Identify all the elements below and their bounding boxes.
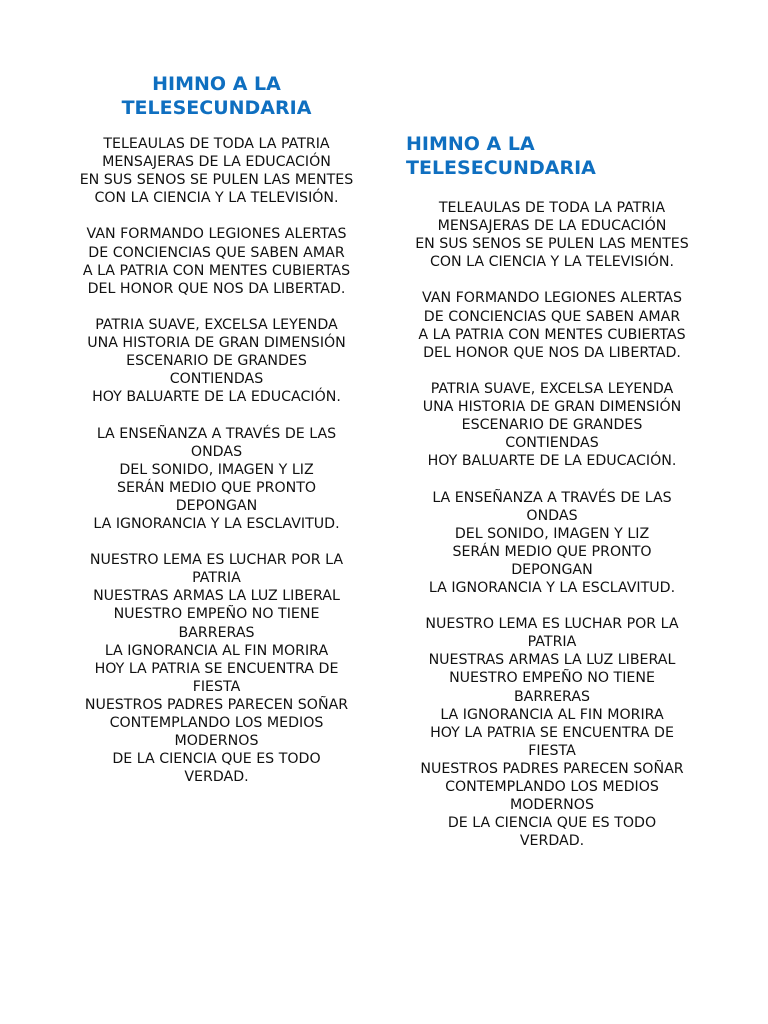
lyric-line: BARRERAS: [513, 688, 591, 705]
lyric-line: LA IGNORANCIA Y LA ESCLAVITUD.: [428, 579, 676, 596]
lyric-line: DE CONCIENCIAS QUE SABEN AMAR: [423, 308, 681, 325]
lyric-line: MENSAJERAS DE LA EDUCACIÓN: [437, 218, 667, 235]
title-line: TELESECUNDARIA: [121, 97, 312, 119]
stanza: [64, 316, 369, 406]
lyric-line: VERDAD.: [184, 769, 249, 786]
lyric-line: PATRIA: [527, 634, 577, 651]
lyric-line: UNA HISTORIA DE GRAN DIMENSIÓN: [422, 399, 682, 416]
lyric-line: LA IGNORANCIA Y LA ESCLAVITUD.: [93, 515, 340, 532]
anthem-title: [401, 132, 703, 180]
anthem-column-left: [64, 72, 369, 804]
lyric-line: LA ENSEÑANZA A TRAVÉS DE LAS: [432, 489, 672, 506]
lyric-line: NUESTRO EMPEÑO NO TIENE: [113, 606, 320, 623]
lyric-line: HOY LA PATRIA SE ENCUENTRA DE: [94, 660, 339, 677]
stanza: [64, 551, 369, 786]
lyric-line: TELEAULAS DE TODA LA PATRIA: [438, 200, 666, 216]
lyric-line: LA ENSEÑANZA A TRAVÉS DE LAS: [96, 425, 337, 442]
anthem-lyrics: [64, 135, 369, 786]
lyric-line: ESCENARIO DE GRANDES: [126, 353, 307, 370]
lyric-line: DEPONGAN: [175, 497, 258, 514]
title-line: TELESECUNDARIA: [406, 157, 596, 179]
lyric-line: LA IGNORANCIA AL FIN MORIRA: [440, 706, 664, 723]
stanza: [401, 289, 703, 361]
lyric-line: VAN FORMANDO LEGIONES ALERTAS: [86, 226, 347, 243]
lyric-line: CONTIENDAS: [505, 435, 599, 452]
lyric-line: DEL SONIDO, IMAGEN Y LIZ: [119, 461, 314, 478]
stanza: [401, 615, 703, 850]
lyric-line: CONTEMPLANDO LOS MEDIOS: [445, 779, 659, 795]
lyric-line: NUESTRO LEMA ES LUCHAR POR LA: [425, 616, 679, 633]
lyric-line: A LA PATRIA CON MENTES CUBIERTAS: [82, 262, 351, 279]
stanza: [64, 225, 369, 297]
stanza: [64, 135, 369, 207]
lyric-line: LA IGNORANCIA AL FIN MORIRA: [104, 642, 329, 659]
lyric-line: NUESTROS PADRES PARECEN SOÑAR: [420, 760, 684, 777]
lyric-line: SERÁN MEDIO QUE PRONTO: [452, 543, 652, 560]
lyric-line: DE LA CIENCIA QUE ES TODO: [447, 815, 657, 832]
stanza: [401, 380, 703, 470]
lyric-line: NUESTRO LEMA ES LUCHAR POR LA: [89, 552, 344, 569]
anthem-title: [64, 72, 369, 120]
lyric-line: NUESTRAS ARMAS LA LUZ LIBERAL: [93, 588, 340, 605]
lyric-line: ESCENARIO DE GRANDES: [461, 417, 643, 434]
lyric-line: CON LA CIENCIA Y LA TELEVISIÓN.: [94, 190, 339, 207]
lyric-line: EN SUS SENOS SE PULEN LAS MENTES: [79, 172, 354, 189]
anthem-column-right: [401, 132, 703, 868]
lyric-line: NUESTRAS ARMAS LA LUZ LIBERAL: [428, 652, 676, 669]
lyric-line: SERÁN MEDIO QUE PRONTO: [116, 479, 317, 496]
lyric-line: DEL HONOR QUE NOS DA LIBERTAD.: [423, 344, 681, 361]
stanza: [64, 425, 369, 534]
lyric-line: HOY BALUARTE DE LA EDUCACIÓN.: [427, 453, 677, 470]
lyric-line: CON LA CIENCIA Y LA TELEVISIÓN.: [429, 254, 675, 271]
lyric-line: ONDAS: [190, 443, 243, 460]
lyric-line: UNA HISTORIA DE GRAN DIMENSIÓN: [87, 335, 346, 352]
lyric-line: DEL HONOR QUE NOS DA LIBERTAD.: [87, 280, 346, 297]
lyric-line: PATRIA SUAVE, EXCELSA LEYENDA: [430, 380, 674, 397]
lyric-line: NUESTROS PADRES PARECEN SOÑAR: [84, 696, 349, 713]
lyric-line: DEL SONIDO, IMAGEN Y LIZ: [454, 525, 650, 542]
lyric-line: FIESTA: [192, 678, 241, 695]
title-line: HIMNO A LA: [152, 73, 281, 95]
lyric-line: BARRERAS: [178, 624, 255, 641]
lyric-line: PATRIA SUAVE, EXCELSA LEYENDA: [95, 316, 338, 333]
lyric-line: HOY BALUARTE DE LA EDUCACIÓN.: [92, 389, 341, 406]
lyric-line: MODERNOS: [174, 733, 259, 750]
lyric-line: NUESTRO EMPEÑO NO TIENE: [449, 670, 655, 687]
lyric-line: DE LA CIENCIA QUE ES TODO: [112, 751, 321, 768]
lyric-line: MODERNOS: [510, 797, 594, 814]
lyric-line: MENSAJERAS DE LA EDUCACIÓN: [102, 154, 331, 171]
lyric-line: DE CONCIENCIAS QUE SABEN AMAR: [88, 244, 345, 261]
lyric-line: EN SUS SENOS SE PULEN LAS MENTES: [415, 236, 689, 253]
title-line: HIMNO A LA: [406, 133, 535, 155]
stanza: [401, 489, 703, 598]
stanza: [401, 199, 703, 271]
lyric-line: ONDAS: [526, 507, 578, 524]
lyric-line: VAN FORMANDO LEGIONES ALERTAS: [422, 290, 682, 307]
lyric-line: CONTEMPLANDO LOS MEDIOS: [109, 715, 324, 731]
lyric-line: A LA PATRIA CON MENTES CUBIERTAS: [418, 326, 686, 343]
lyric-line: PATRIA: [192, 570, 241, 587]
lyric-line: CONTIENDAS: [169, 371, 264, 388]
anthem-lyrics: [401, 199, 703, 850]
lyric-line: HOY LA PATRIA SE ENCUENTRA DE: [430, 724, 674, 741]
lyric-line: FIESTA: [528, 742, 576, 759]
lyric-line: VERDAD.: [519, 833, 585, 850]
lyric-line: DEPONGAN: [511, 561, 593, 578]
lyric-line: TELEAULAS DE TODA LA PATRIA: [103, 136, 330, 152]
